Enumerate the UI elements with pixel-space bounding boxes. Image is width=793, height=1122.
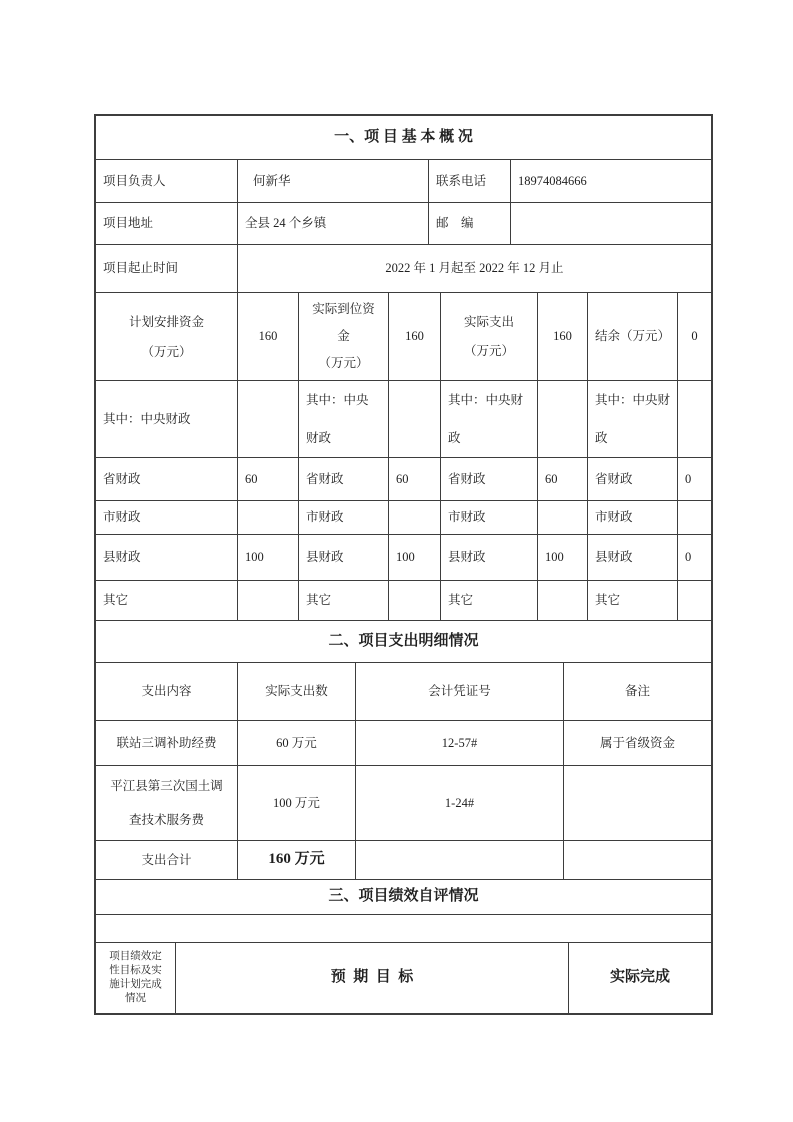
county-label-2: 县财政 xyxy=(299,535,389,581)
expected-goal-header: 预 期 目 标 xyxy=(176,943,569,1013)
spent-funds-label xyxy=(441,293,538,381)
other-finance-row xyxy=(96,581,711,621)
leader-value: 何新华 xyxy=(238,160,429,203)
address-label: 项目地址 xyxy=(96,203,238,245)
cell-line: 实际支出 xyxy=(463,314,514,329)
actual-completion-header: 实际完成 xyxy=(609,969,670,986)
duration-value: 2022 年 1 月起至 2022 年 12 月止 xyxy=(238,245,711,293)
expense-total-note xyxy=(564,841,711,880)
expense-voucher: 1-24# xyxy=(356,766,564,841)
other-value-3 xyxy=(538,581,588,621)
province-finance-row xyxy=(96,458,711,501)
other-label-1: 其它 xyxy=(96,581,238,621)
expense-voucher-header: 会计凭证号 xyxy=(356,663,564,721)
expense-total-amount: 160 万元 xyxy=(238,841,356,880)
city-label-2: 市财政 xyxy=(299,501,389,535)
cell-line: （万元） xyxy=(463,343,514,358)
section1-title: 一、项 目 基 本 概 况 xyxy=(96,116,711,160)
project-report-table xyxy=(94,114,713,1015)
cell-line: 政 xyxy=(595,431,608,445)
central-label-3 xyxy=(441,381,538,458)
other-value-1 xyxy=(238,581,299,621)
province-label-4: 省财政 xyxy=(588,458,678,501)
other-label-2: 其它 xyxy=(299,581,389,621)
cell-line: 施计划完成 xyxy=(109,979,162,990)
expense-content: 联站三调补助经费 xyxy=(96,721,238,766)
other-value-4 xyxy=(678,581,711,621)
cell-line: 其中：中央财 xyxy=(448,393,524,407)
expense-amount-header: 实际支出数 xyxy=(238,663,356,721)
spacer-row xyxy=(96,915,711,943)
cell-line: 情况 xyxy=(125,993,146,1004)
county-label-3: 县财政 xyxy=(441,535,538,581)
duration-row xyxy=(96,245,711,293)
central-value-2 xyxy=(389,381,441,458)
city-finance-row xyxy=(96,501,711,535)
central-value-3 xyxy=(538,381,588,458)
cell-line: 金 xyxy=(337,329,350,343)
city-value-1 xyxy=(238,501,299,535)
section3-title-row xyxy=(96,880,711,915)
leader-row xyxy=(96,160,711,203)
balance-label: 结余（万元） xyxy=(588,293,678,381)
planned-funds-value: 160 xyxy=(238,293,299,381)
expense-row-2 xyxy=(96,766,711,841)
duration-label: 项目起止时间 xyxy=(96,245,238,293)
county-label-4: 县财政 xyxy=(588,535,678,581)
city-label-3: 市财政 xyxy=(441,501,538,535)
cell-line: （万元） xyxy=(141,344,192,359)
county-value-4: 0 xyxy=(678,535,711,581)
province-value-4: 0 xyxy=(678,458,711,501)
county-value-2: 100 xyxy=(389,535,441,581)
section1-title-row xyxy=(96,116,711,160)
expense-note xyxy=(564,766,711,841)
province-label-2: 省财政 xyxy=(299,458,389,501)
address-value: 全县 24 个乡镇 xyxy=(238,203,429,245)
balance-value: 0 xyxy=(678,293,711,381)
city-label-1: 市财政 xyxy=(96,501,238,535)
planned-funds-label xyxy=(96,293,238,381)
cell-line: 其中：中央财 xyxy=(595,393,671,407)
central-label-4 xyxy=(588,381,678,458)
other-label-4: 其它 xyxy=(588,581,678,621)
expense-note-header: 备注 xyxy=(564,663,711,721)
expense-amount: 60 万元 xyxy=(238,721,356,766)
cell-line: 性目标及实 xyxy=(109,965,162,976)
spacer-cell xyxy=(96,915,711,943)
section2-title: 二、项目支出明细情况 xyxy=(96,621,711,663)
expense-total-voucher xyxy=(356,841,564,880)
expense-voucher: 12-57# xyxy=(356,721,564,766)
city-value-3 xyxy=(538,501,588,535)
performance-row xyxy=(96,943,711,1013)
spent-funds-value: 160 xyxy=(538,293,588,381)
province-value-2: 60 xyxy=(389,458,441,501)
city-value-4 xyxy=(678,501,711,535)
expense-content xyxy=(96,766,238,841)
expense-total-label: 支出合计 xyxy=(96,841,238,880)
expense-amount: 100 万元 xyxy=(238,766,356,841)
cell-line: （万元） xyxy=(318,356,369,370)
cell-line: 财政 xyxy=(306,431,332,445)
central-finance-row xyxy=(96,381,711,458)
province-label-1: 省财政 xyxy=(96,458,238,501)
other-value-2 xyxy=(389,581,441,621)
leader-label: 项目负责人 xyxy=(96,160,238,203)
county-finance-row xyxy=(96,535,711,581)
section3-title: 三、项目绩效自评情况 xyxy=(96,880,711,915)
central-value-1 xyxy=(238,381,299,458)
postcode-label: 邮 编 xyxy=(429,203,511,245)
performance-label xyxy=(96,943,176,1013)
expense-note: 属于省级资金 xyxy=(564,721,711,766)
county-value-1: 100 xyxy=(238,535,299,581)
province-value-1: 60 xyxy=(238,458,299,501)
cell-line: 查技术服务费 xyxy=(128,813,204,827)
cell-line: 计划安排资金 xyxy=(128,314,204,329)
arrived-funds-value: 160 xyxy=(389,293,441,381)
expense-total-row xyxy=(96,841,711,880)
section2-title-row xyxy=(96,621,711,663)
province-label-3: 省财政 xyxy=(441,458,538,501)
city-label-4: 市财政 xyxy=(588,501,678,535)
other-label-3: 其它 xyxy=(441,581,538,621)
postcode-value xyxy=(511,203,711,245)
central-label-1: 其中：中央财政 xyxy=(96,381,238,458)
cell-line: 政 xyxy=(448,431,461,445)
county-label-1: 县财政 xyxy=(96,535,238,581)
cell-line: 项目绩效定 xyxy=(109,951,162,962)
phone-label: 联系电话 xyxy=(429,160,511,203)
address-row xyxy=(96,203,711,245)
arrived-funds-label xyxy=(299,293,389,381)
expense-content-header: 支出内容 xyxy=(96,663,238,721)
expense-header-row xyxy=(96,663,711,721)
central-label-2 xyxy=(299,381,389,458)
phone-value: 18974084666 xyxy=(511,160,711,203)
cell-line: 其中：中央 xyxy=(306,393,369,407)
cell-line: 平江县第三次国土调 xyxy=(110,779,223,793)
county-value-3: 100 xyxy=(538,535,588,581)
city-value-2 xyxy=(389,501,441,535)
cell-line: 实际到位资 xyxy=(312,302,375,316)
province-value-3: 60 xyxy=(538,458,588,501)
funds-header-row xyxy=(96,293,711,381)
expense-row-1 xyxy=(96,721,711,766)
central-value-4 xyxy=(678,381,711,458)
